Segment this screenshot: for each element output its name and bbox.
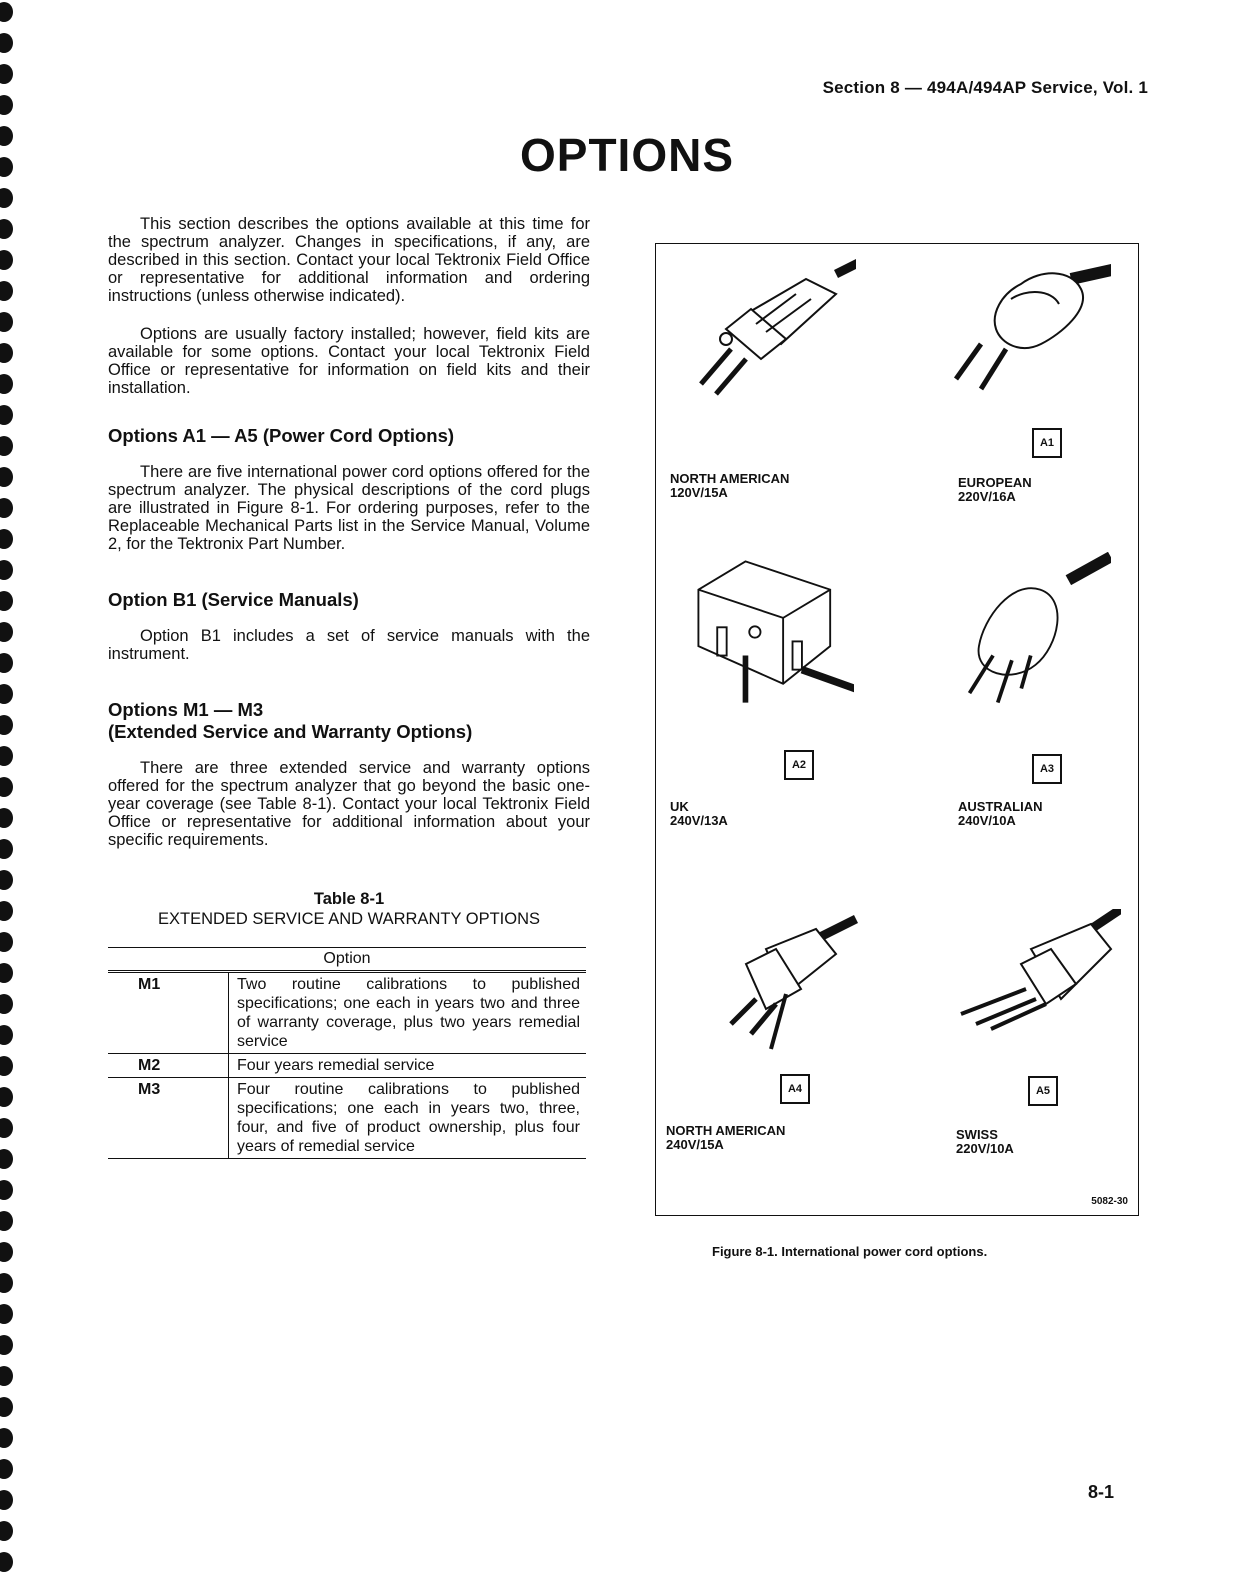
plug-label-rating: 240V/13A [670, 813, 728, 828]
swiss-plug-illustration [951, 909, 1121, 1069]
plug-label-name: SWISS [956, 1127, 998, 1142]
intro-paragraph-2: Options are usually factory installed; however, field kits are available for some options. Contact your local Tektronix Field Office or representative for information on field kits and their installation. [108, 325, 590, 397]
subheading-options-m1-m3: (Extended Service and Warranty Options) [108, 721, 473, 742]
section-header: Section 8 — 494A/494AP Service, Vol. 1 [822, 78, 1148, 97]
option-badge-a2: A2 [784, 750, 814, 780]
australian-plug-illustration [941, 552, 1111, 712]
table-subtitle: EXTENDED SERVICE AND WARRANTY OPTIONS [157, 910, 540, 928]
plug-label-name: EUROPEAN [958, 475, 1032, 490]
option-badge-a4: A4 [780, 1074, 810, 1104]
body-column [108, 215, 590, 1159]
european-plug-illustration [941, 254, 1111, 414]
plug-label-name: UK [670, 799, 689, 814]
plug-label-rating: 240V/10A [958, 813, 1016, 828]
paragraph-options-m1-m3: There are three extended service and warranty options offered for the spectrum analyzer that go beyond the basic one-year coverage (see Table 8-1). Contact your local Tektronix Field Office or representative for additional information about your specific requirements. [108, 759, 590, 849]
option-badge-a5: A5 [1028, 1076, 1058, 1106]
plug-label-name: AUSTRALIAN [958, 799, 1043, 814]
plug-label-name: NORTH AMERICAN [666, 1123, 786, 1138]
option-badge-a3: A3 [1032, 754, 1062, 784]
table-header-option: Option [108, 948, 586, 972]
option-code: M2 [108, 1054, 229, 1078]
heading-option-b1: Option B1 (Service Manuals) [108, 589, 359, 610]
heading-options-a1-a5: Options A1 — A5 (Power Cord Options) [108, 425, 455, 446]
paragraph-options-a1-a5: There are five international power cord options offered for the spectrum analyzer. The physical descriptions of the cord plugs are illustrated in Figure 8-1. For ordering purposes, refer to the Replaceable Mechanical Parts list in the Service Manual, Volume 2, for the Tektronix Part Number. [108, 463, 590, 553]
extended-service-table [108, 947, 586, 1159]
plug-label-rating: 220V/10A [956, 1141, 1014, 1156]
option-description: Two routine calibrations to published specifications; one each in years two and three of warranty coverage, plus two years remedial service [229, 972, 587, 1054]
binding-holes [0, 0, 20, 1587]
table-row [108, 1054, 586, 1078]
plug-label-rating: 220V/16A [958, 489, 1016, 504]
north-american-240v-plug-illustration [706, 909, 876, 1069]
table-row [108, 1078, 586, 1159]
paragraph-option-b1: Option B1 includes a set of service manuals with the instrument. [108, 627, 590, 663]
option-description: Four years remedial service [229, 1054, 587, 1078]
option-description: Four routine calibrations to published specifications; one each in years two, three, four, and five of product ownership, plus four years of remedial service [229, 1078, 587, 1159]
figure-power-cords [655, 243, 1139, 1216]
page-number: 8-1 [1088, 1482, 1115, 1502]
plug-label-name: NORTH AMERICAN [670, 471, 790, 486]
table-title: Table 8-1 [313, 890, 385, 908]
plug-label-rating: 240V/15A [666, 1137, 724, 1152]
intro-paragraph-1: This section describes the options available at this time for the spectrum analyzer. Changes in specifications, if any, are described in this section. Contact your local Tektronix Field Office or representative for additional information and ordering instructions (unless otherwise indicated). [108, 215, 590, 305]
table-row [108, 972, 586, 1054]
heading-options-m1-m3: Options M1 — M3 [108, 699, 264, 720]
north-american-120v-plug-illustration [686, 254, 856, 414]
option-badge-a1: A1 [1032, 428, 1062, 458]
option-code: M3 [108, 1078, 229, 1159]
page-title: OPTIONS [520, 129, 735, 181]
uk-plug-illustration [684, 552, 854, 712]
figure-id: 5082-30 [1091, 1196, 1128, 1207]
plug-label-rating: 120V/15A [670, 485, 728, 500]
option-code: M1 [108, 972, 229, 1054]
figure-caption: Figure 8-1. International power cord options. [712, 1244, 988, 1259]
